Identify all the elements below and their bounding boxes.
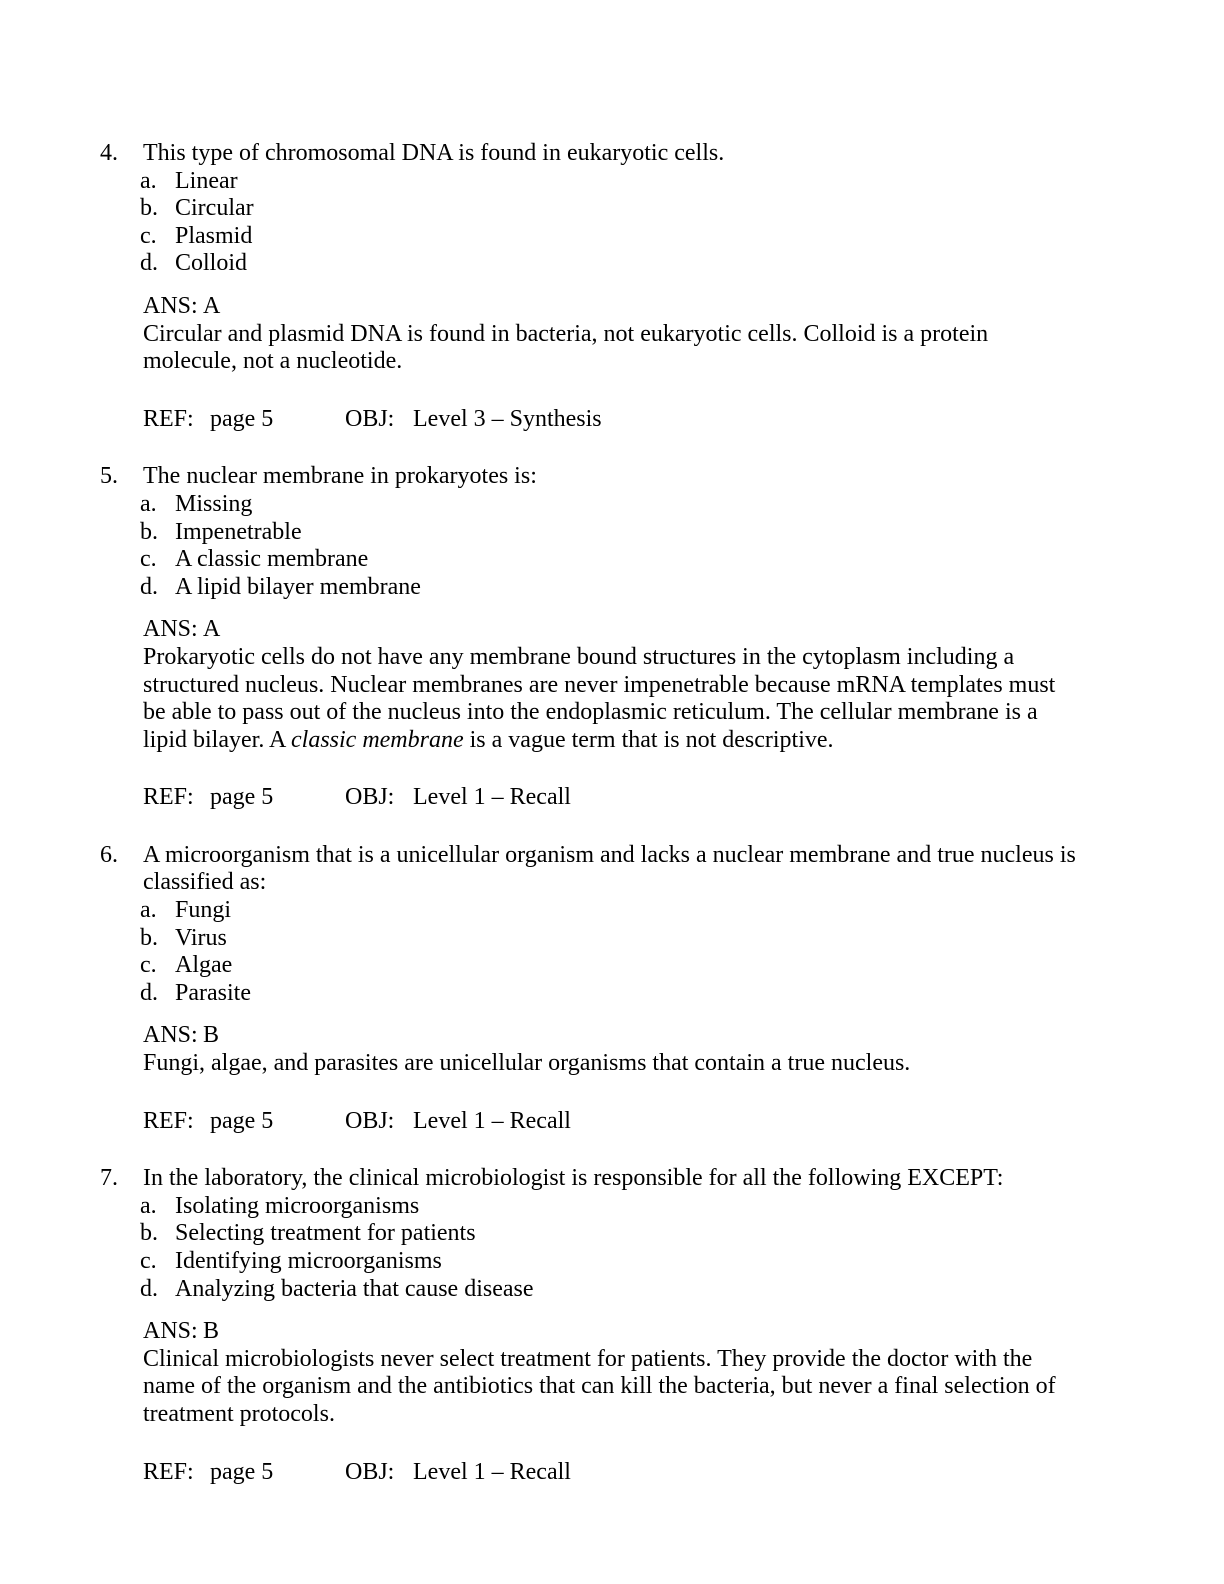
question-block [100,842,1180,1135]
answer-line [143,1022,1080,1050]
option-row [140,980,1180,1008]
option-text: Plasmid [175,222,253,249]
option-text: A classic membrane [175,546,369,573]
option-letter: c. [140,222,157,249]
explanation-before: Fungi, algae, and parasites are unicellular organisms that contain a true nucleus. [143,1050,911,1077]
option-text: Analyzing bacteria that cause disease [175,1275,534,1302]
option-letter: d. [140,1275,158,1302]
answer-label: ANS: [143,616,198,643]
option-letter: b. [140,1220,158,1247]
ref-value: page 5 [210,1107,274,1134]
option-letter: a. [140,897,157,924]
question-number: 6. [100,841,118,868]
option-row [140,1276,1180,1304]
explanation-text [143,644,1080,754]
ref-value: page 5 [210,1458,274,1485]
option-row [140,952,1180,980]
option-row [140,519,1180,547]
option-letter: c. [140,546,157,573]
question-number: 5. [100,463,118,490]
answer-block [143,1318,1080,1428]
option-text: Missing [175,490,253,517]
option-row [140,574,1180,602]
obj-value: Level 3 – Synthesis [413,405,602,432]
option-letter: d. [140,979,158,1006]
option-letter: b. [140,195,158,222]
option-row [140,1220,1180,1248]
answer-value: A [203,616,221,643]
option-row [140,1193,1180,1221]
answer-line [143,616,1080,644]
option-text: Circular [175,195,254,222]
answer-block [143,1022,1080,1077]
option-letter: b. [140,924,158,951]
question-stem: A microorganism that is a unicellular organism and lacks a nuclear membrane and true nucleus is classified as: [143,841,1076,896]
ref-label: REF: [143,1458,194,1485]
option-text: Identifying microorganisms [175,1248,442,1274]
ref-label: REF: [143,784,194,811]
option-text: Selecting treatment for patients [175,1220,476,1247]
reference-row [143,406,1180,434]
reference-row [143,784,1180,812]
question-stem: This type of chromosomal DNA is found in eukaryotic cells. [143,140,725,166]
question-number: 4. [100,140,118,166]
question-list [100,140,1180,1486]
explanation-before: Circular and plasmid DNA is found in bacteria, not eukaryotic cells. Colloid is a protein molecule, not a nucleotide. [143,320,989,375]
ref-label: REF: [143,1107,194,1134]
explanation-text [143,1346,1080,1429]
answer-value: A [203,292,221,319]
option-letter: b. [140,518,158,545]
option-row [140,1248,1180,1276]
option-text: Parasite [175,979,251,1006]
option-letter: d. [140,573,158,600]
option-letter: a. [140,167,157,194]
question-number: 7. [100,1165,118,1192]
question-block [100,140,1180,433]
option-text: Linear [175,167,238,194]
obj-label: OBJ: [345,1458,395,1485]
option-row [140,897,1180,925]
answer-label: ANS: [143,1318,198,1345]
obj-label: OBJ: [345,405,395,432]
explanation-italic: classic membrane [291,726,464,753]
question-block [100,1165,1180,1486]
ref-value: page 5 [210,405,274,432]
option-letter: c. [140,1248,157,1274]
option-row [140,168,1180,196]
explanation-before: Prokaryotic cells do not have any membrane bound structures in the cytoplasm including a structured nucleus. Nuclear membranes are never impenetrable because mRNA templates must be able to pass out of the nucleus into the endoplasmic reticulum. The cellular membrane is a lipid bilayer. A [143,643,1056,753]
option-row [140,195,1180,223]
question-block [100,463,1180,812]
question-stem-row [100,140,1180,168]
option-text: Impenetrable [175,518,302,545]
answer-value: B [203,1022,220,1049]
obj-label: OBJ: [345,784,395,811]
option-letter: a. [140,490,157,517]
option-text: Virus [175,924,227,951]
ref-label: REF: [143,405,194,432]
option-letter: a. [140,1192,157,1219]
explanation-before: Clinical microbiologists never select treatment for patients. They provide the doctor with the name of the organism and the antibiotics that can kill the bacteria, but never a final selection of treatment protocols. [143,1345,1056,1427]
question-stem-row [100,463,1180,491]
answer-line [143,293,1080,321]
option-letter: d. [140,250,158,277]
option-letter: c. [140,952,157,979]
option-text: Colloid [175,250,248,277]
answer-block [143,293,1080,376]
option-row [140,491,1180,519]
option-text: A lipid bilayer membrane [175,573,421,600]
option-text: Isolating microorganisms [175,1192,420,1219]
answer-line [143,1318,1080,1346]
explanation-after: is a vague term that is not descriptive. [463,726,834,753]
answer-block [143,616,1080,754]
obj-value: Level 1 – Recall [413,1107,571,1134]
option-row [140,925,1180,953]
answer-label: ANS: [143,1022,198,1049]
obj-value: Level 1 – Recall [413,1458,571,1485]
option-text: Fungi [175,897,232,924]
obj-label: OBJ: [345,1107,395,1134]
option-row [140,546,1180,574]
option-text: Algae [175,952,233,979]
explanation-text [143,1050,1080,1078]
ref-value: page 5 [210,784,274,811]
answer-label: ANS: [143,292,198,319]
reference-row [143,1459,1180,1487]
explanation-text [143,321,1080,376]
option-row [140,223,1180,251]
answer-value: B [203,1318,220,1345]
reference-row [143,1108,1180,1136]
option-row [140,250,1180,278]
question-stem-row [100,1165,1180,1193]
obj-value: Level 1 – Recall [413,784,571,811]
question-stem: The nuclear membrane in prokaryotes is: [143,463,537,490]
question-stem-row [100,842,1180,897]
question-stem: In the laboratory, the clinical microbiologist is responsible for all the following EXCEPT: [143,1165,1004,1192]
